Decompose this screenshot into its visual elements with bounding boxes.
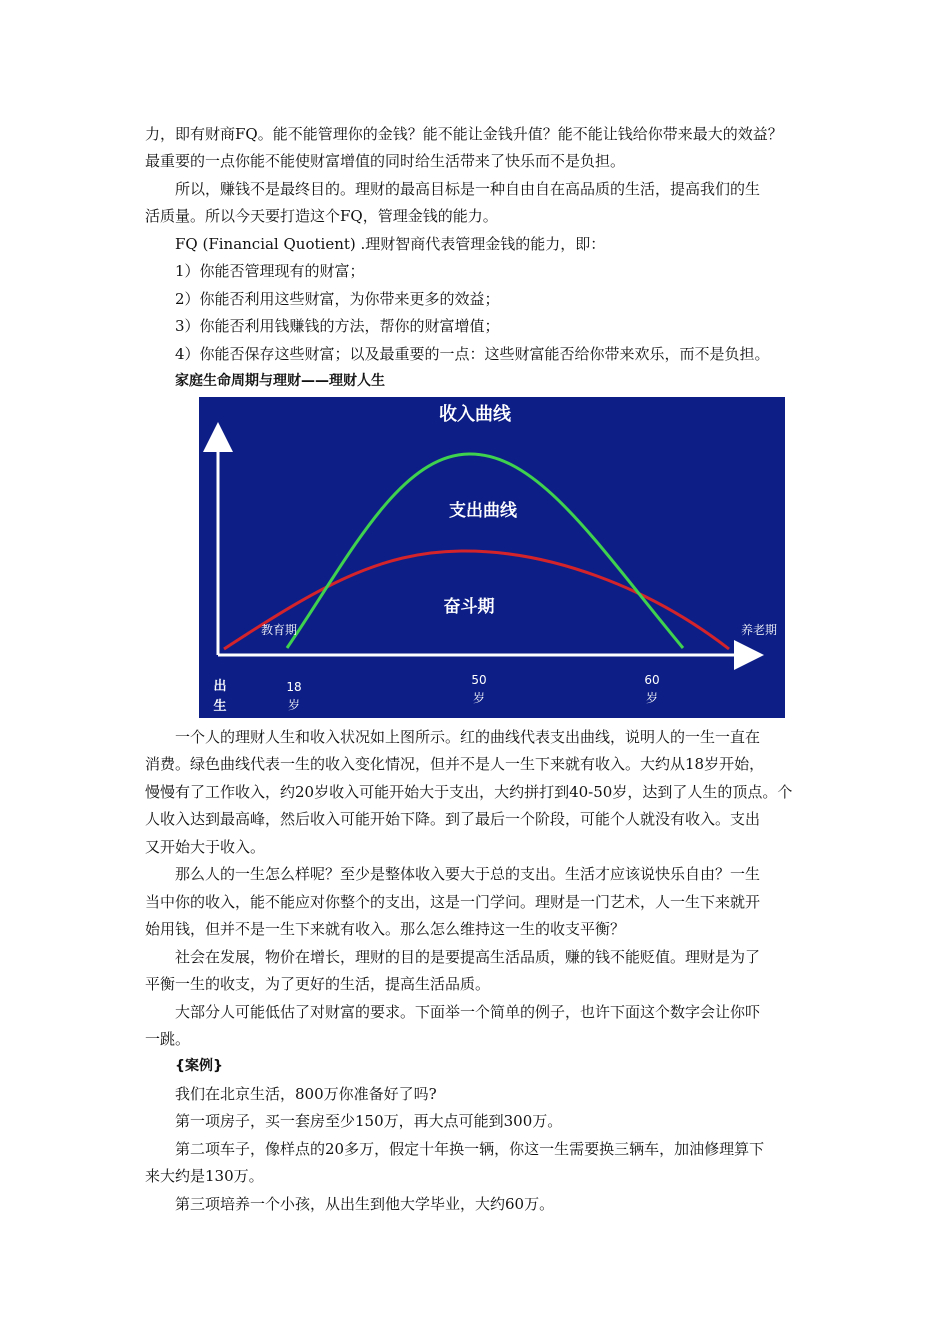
case-heading: {案例} xyxy=(175,1058,223,1074)
paragraph-line: 社会在发展，物价在增长，理财的目的是要提高生活品质，赚的钱不能贬值。理财是为了 xyxy=(175,948,761,966)
life-cycle-figure xyxy=(199,397,785,718)
tick-18-unit: 岁 xyxy=(287,698,301,712)
case-line: 第三项培养一个小孩，从出生到他大学毕业，大约60万。 xyxy=(175,1195,555,1213)
tick-birth-top: 出 xyxy=(213,679,227,694)
list-item: 1）你能否管理现有的财富； xyxy=(175,262,365,280)
tick-50-unit: 岁 xyxy=(472,691,486,705)
paragraph-line: 慢慢有了工作收入，约20岁收入可能开始大于支出，大约拼打到40-50岁，达到了人生的顶点。个 xyxy=(145,783,793,801)
paragraph-line: 那么人的一生怎么样呢？至少是整体收入要大于总的支出。生活才应该说快乐自由？一生 xyxy=(175,865,761,883)
list-item: 4）你能否保存这些财富；以及最重要的一点：这些财富能否给你带来欢乐，而不是负担。 xyxy=(175,345,770,363)
tick-18: 18 xyxy=(286,680,302,694)
tick-birth-bottom: 生 xyxy=(213,699,227,714)
paragraph-line: 平衡一生的收支，为了更好的生活，提高生活品质。 xyxy=(145,975,491,993)
paragraph-line: 力，即有财商FQ。能不能管理你的金钱？能不能让金钱升值？能不能让钱给你带来最大的效益？ xyxy=(145,125,783,143)
paragraph-line: 一个人的理财人生和收入状况如上图所示。红的曲线代表支出曲线，说明人的一生一直在 xyxy=(175,728,761,746)
paragraph-line: 当中你的收入，能不能应对你整个的支出，这是一门学问。理财是一门艺术，人一生下来就开 xyxy=(145,893,761,911)
section-heading: 家庭生命周期与理财——理财人生 xyxy=(175,373,385,389)
paragraph-line: FQ (Financial Quotient) .理财智商代表管理金钱的能力，即： xyxy=(175,235,606,253)
list-item: 3）你能否利用钱赚钱的方法，帮你的财富增值； xyxy=(175,317,500,335)
case-line: 第一项房子，买一套房至少150万，再大点可能到300万。 xyxy=(175,1112,563,1130)
case-line: 来大约是130万。 xyxy=(145,1167,264,1185)
tick-60: 60 xyxy=(644,673,660,687)
list-item: 2）你能否利用这些财富，为你带来更多的效益； xyxy=(175,290,500,308)
case-line: 第二项车子，像样点的20多万，假定十年换一辆，你这一生需要换三辆车，加油修理算下 xyxy=(175,1140,765,1158)
life-cycle-chart xyxy=(199,397,785,718)
case-line: 我们在北京生活，800万你准备好了吗? xyxy=(175,1085,437,1103)
education-period-label: 教育期 xyxy=(260,623,298,637)
paragraph-line: 大部分人可能低估了对财富的要求。下面举一个简单的例子，也许下面这个数字会让你吓 xyxy=(175,1003,761,1021)
expense-curve-label: 支出曲线 xyxy=(449,501,517,521)
tick-60-unit: 岁 xyxy=(645,691,659,705)
retirement-period-label: 养老期 xyxy=(740,623,778,637)
paragraph-line: 最重要的一点你能不能使财富增值的同时给生活带来了快乐而不是负担。 xyxy=(145,152,626,170)
paragraph-line: 活质量。所以今天要打造这个FQ，管理金钱的能力。 xyxy=(145,207,498,225)
paragraph-line: 始用钱，但并不是一生下来就有收入。那么怎么维持这一生的收支平衡？ xyxy=(145,920,626,938)
paragraph-line: 所以，赚钱不是最终目的。理财的最高目标是一种自由自在高品质的生活，提高我们的生 xyxy=(175,180,761,198)
paragraph-line: 一跳。 xyxy=(145,1030,191,1048)
struggle-period-label: 奋斗期 xyxy=(443,597,495,617)
income-curve-label: 收入曲线 xyxy=(439,404,511,425)
paragraph-line: 又开始大于收入。 xyxy=(145,838,266,856)
paragraph-line: 消费。绿色曲线代表一生的收入变化情况，但并不是人一生下来就有收入。大约从18岁开始， xyxy=(145,755,765,773)
tick-50: 50 xyxy=(471,673,487,687)
paragraph-line: 人收入达到最高峰，然后收入可能开始下降。到了最后一个阶段，可能个人就没有收入。支出 xyxy=(145,810,761,828)
